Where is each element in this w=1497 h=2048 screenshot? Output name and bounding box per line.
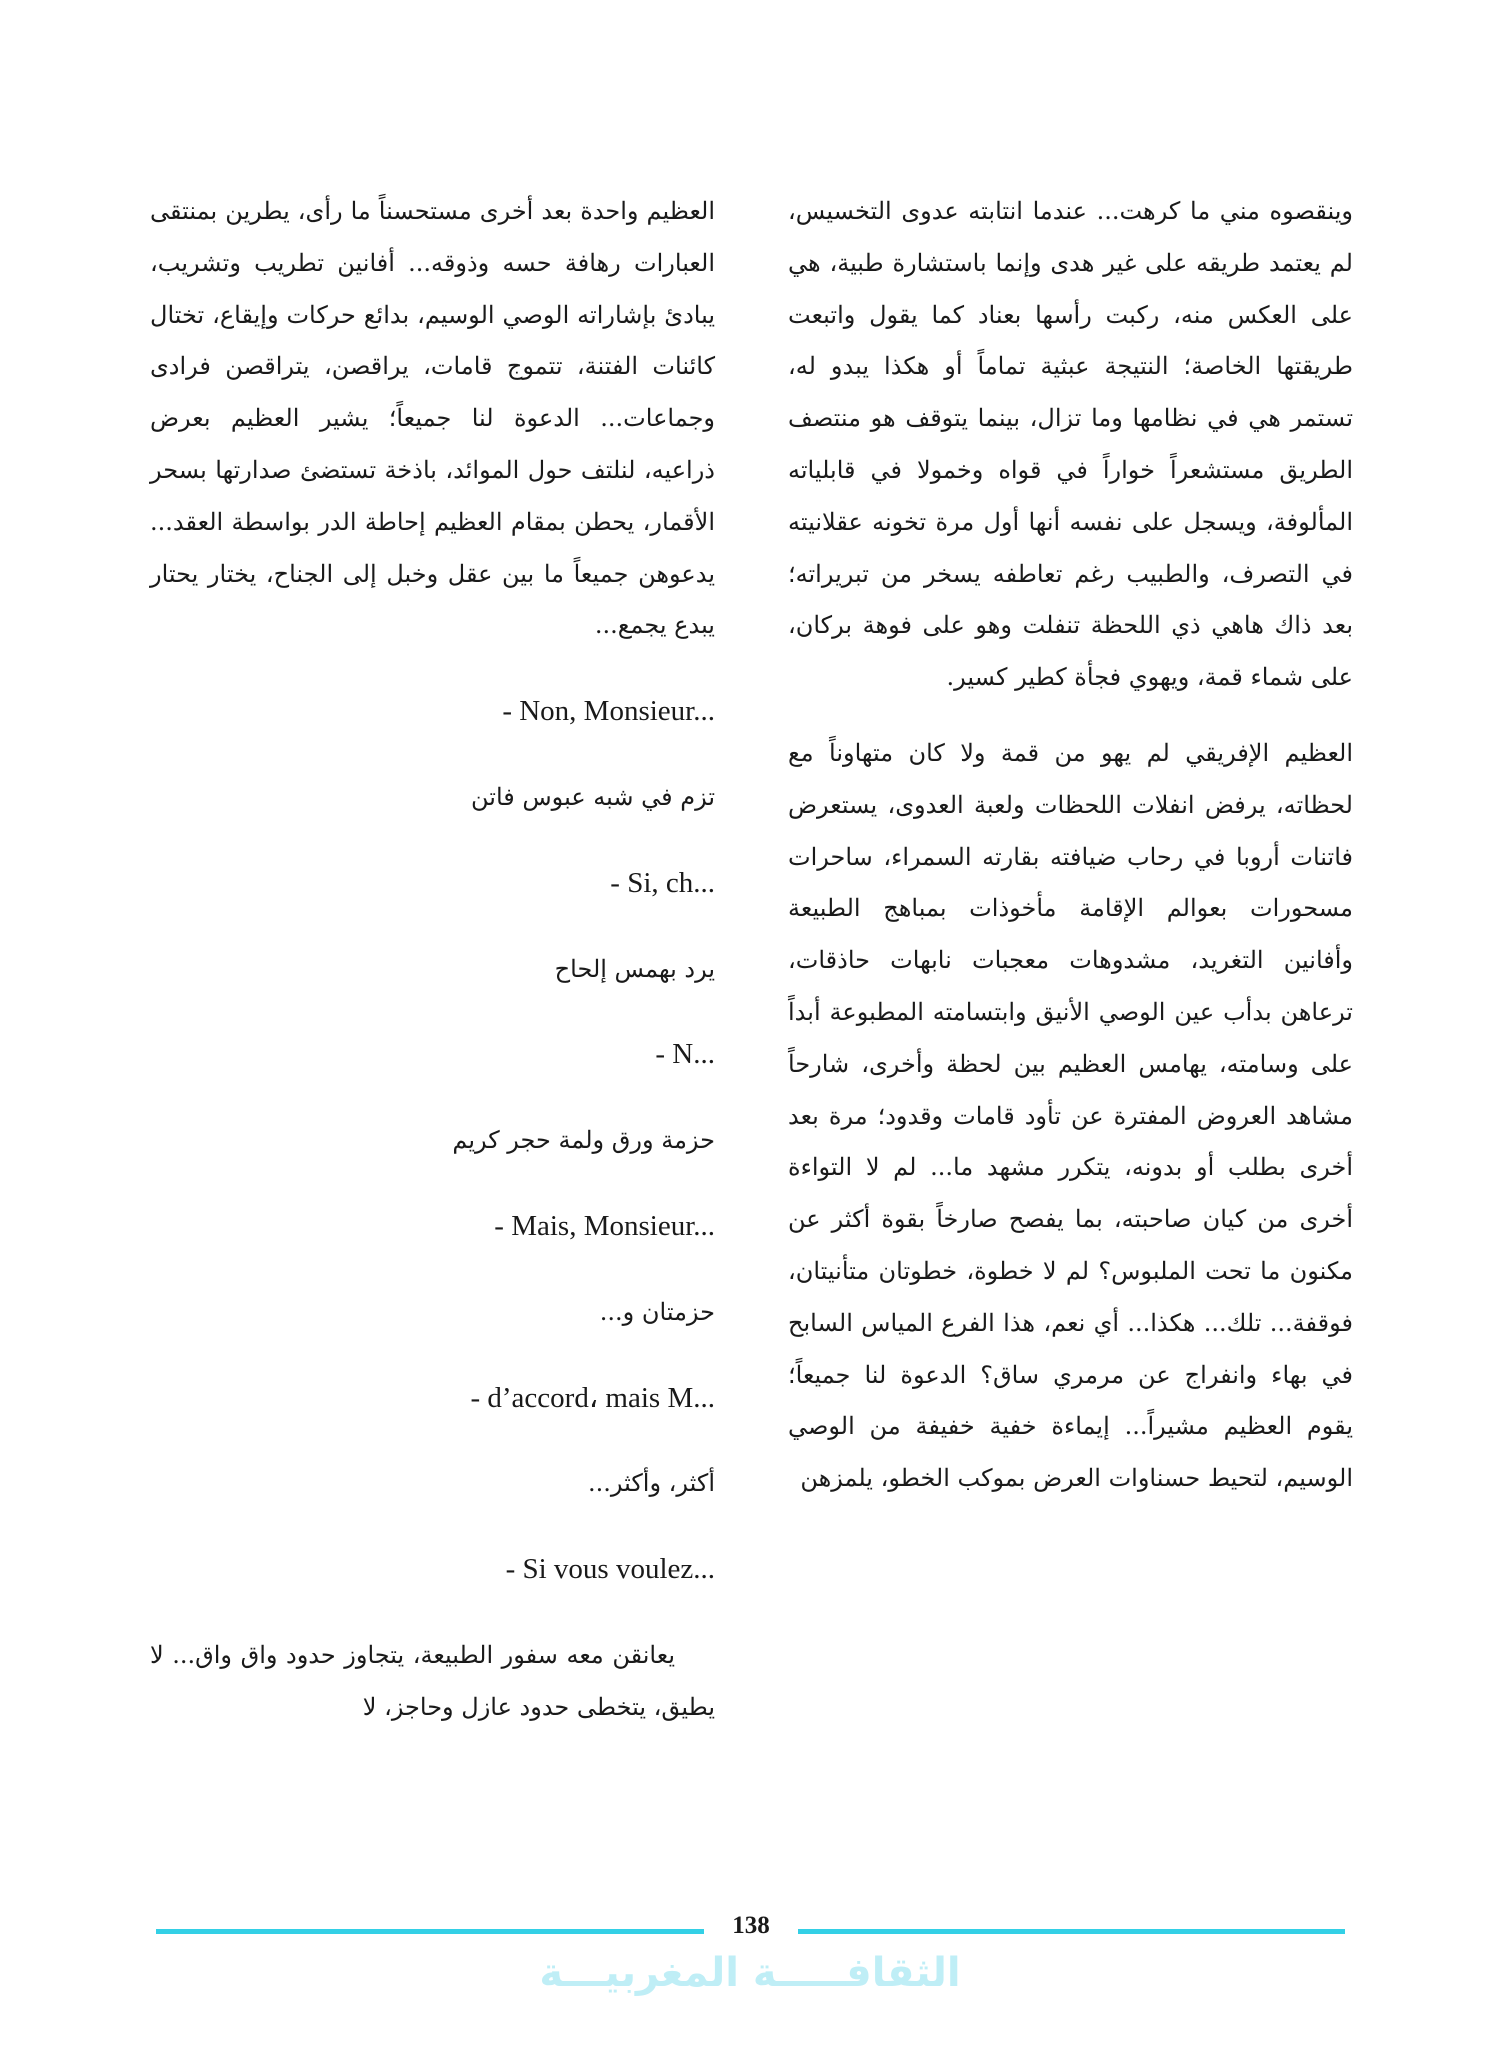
dialog-line-french: - Si vous voulez... <box>505 1553 715 1586</box>
dialog-line-arabic: حزمتان و... <box>599 1297 715 1326</box>
page-number: 138 <box>732 1912 770 1939</box>
spacer <box>150 910 715 944</box>
spacer <box>150 1596 715 1630</box>
spacer <box>150 652 715 686</box>
body-paragraph: يعانقن معه سفور الطبيعة، يتجاوز حدود واق واق... لا يطيق، يتخطى حدود عازل وحاجز، لا <box>150 1640 715 1721</box>
left-column <box>150 186 715 1734</box>
magazine-title: الثقافـــــة المغربيـــة <box>539 1950 961 1996</box>
dialog-line-french: - N... <box>655 1038 715 1071</box>
dialog-line-french: - Mais, Monsieur... <box>494 1209 715 1242</box>
footer-rule-right <box>798 1929 1345 1934</box>
spacer <box>150 1510 715 1544</box>
spacer <box>150 1339 715 1373</box>
body-paragraph: وينقصوه مني ما كرهت... عندما انتابته عدوى التخسيس، لم يعتمد طريقه على غير هدى وإنما باستشارة طبية، هي على العكس منه، ركبت رأسها بعناد كما يقول واتبعت طريقتها الخاصة؛ النتيجة عبثية تماماً أو هكذا يبدو له، تستمر هي في نظامها وما تزال، بينما يتوقف هو منتصف الطريق مستشعراً خواراً في قواه وخمولا في قابلياته المألوفة، ويسجل على نفسه أنها أول مرة تخونه عقلانيته في التصرف، والطبيب رغم تعاطفه يسخر من تبريراته؛ بعد ذاك هاهي ذي اللحظة تنفلت وهو على فوهة بركان، على شماء قمة، ويهوي فجأة كطير كسير. <box>788 197 1354 692</box>
dialog-line-french: - d’accord، mais M... <box>470 1381 715 1414</box>
dialog-line-arabic: أكثر، وأكثر... <box>587 1469 715 1498</box>
spacer <box>150 1424 715 1458</box>
dialog-line-french: - Non, Monsieur... <box>502 695 715 728</box>
dialog-line-arabic: حزمة ورق ولمة حجر كريم <box>452 1126 715 1155</box>
body-paragraph: العظيم الإفريقي لم يهو من قمة ولا كان متهاوناً مع لحظاته، يرفض انفلات اللحظات ولعبة العدوى، يستعرض فاتنات أروبا في رحاب ضيافته بقارته السمراء، ساحرات مسحورات بعوالم الإقامة مأخوذات بمباهج الطبيعة وأفانين التغريد، مشدوهات معجبات نابهات حاذقات، ترعاهن بدأب عين الوصي الأنيق وابتسامته المطبوعة أبداً على وسامته، يهامس العظيم بين لحظة وأخرى، شارحاً مشاهد العروض المفترة عن تأود قامات وقدود؛ مرة بعد أخرى بطلب أو بدونه، يتكرر مشهد ما... لم لا التواءة أخرى من كيان صاحبته، بما يفصح صارخاً بقوة أكثر عن مكنون ما تحت الملبوس؟ لم لا خطوة، خطوتان متأنيتان، فوقفة... تلك... هكذا... أي نعم، هذا الفرع المياس السابح في بهاء وانفراج عن مرمري ساق؟ الدعوة لنا جميعاً؛ يقوم العظيم مشيراً... إيماءة خفية خفيفة من الوصي الوسيم، لتحيط حسناوات العرض بموكب الخطو، يلمزهن <box>788 738 1353 1493</box>
spacer <box>150 1253 715 1287</box>
dialog-line-french: - Si, ch... <box>610 866 715 899</box>
spacer <box>150 738 715 772</box>
spacer <box>150 1167 715 1201</box>
spacer <box>150 1081 715 1115</box>
right-column <box>788 186 1353 1505</box>
dialog-line-arabic: يرد بهمس إلحاح <box>554 954 715 983</box>
spacer <box>150 824 715 858</box>
dialog-line-arabic: تزم في شبه عبوس فاتن <box>471 782 715 811</box>
spacer <box>150 995 715 1029</box>
footer-rule-left <box>156 1929 704 1934</box>
body-paragraph: العظيم واحدة بعد أخرى مستحسناً ما رأى، يطرين بمنتقى العبارات رهافة حسه وذوقه... أفانين تطريب وتشريب، يبادئ بإشاراته الوصي الوسيم، بدائع حركات وإيقاع، تختال كائنات الفتنة، تتموج قامات، يراقصن، يتراقصن فرادى وجماعات... الدعوة لنا جميعاً؛ يشير العظيم بعرض ذراعيه، لنلتف حول الموائد، باذخة تستضئ صدارتها بسحر الأقمار، يحطن بمقام العظيم إحاطة الدر بواسطة العقد... يدعوهن جميعاً ما بين عقل وخبل إلى الجناح، يختار يحتار يبدع يجمع... <box>150 197 715 640</box>
